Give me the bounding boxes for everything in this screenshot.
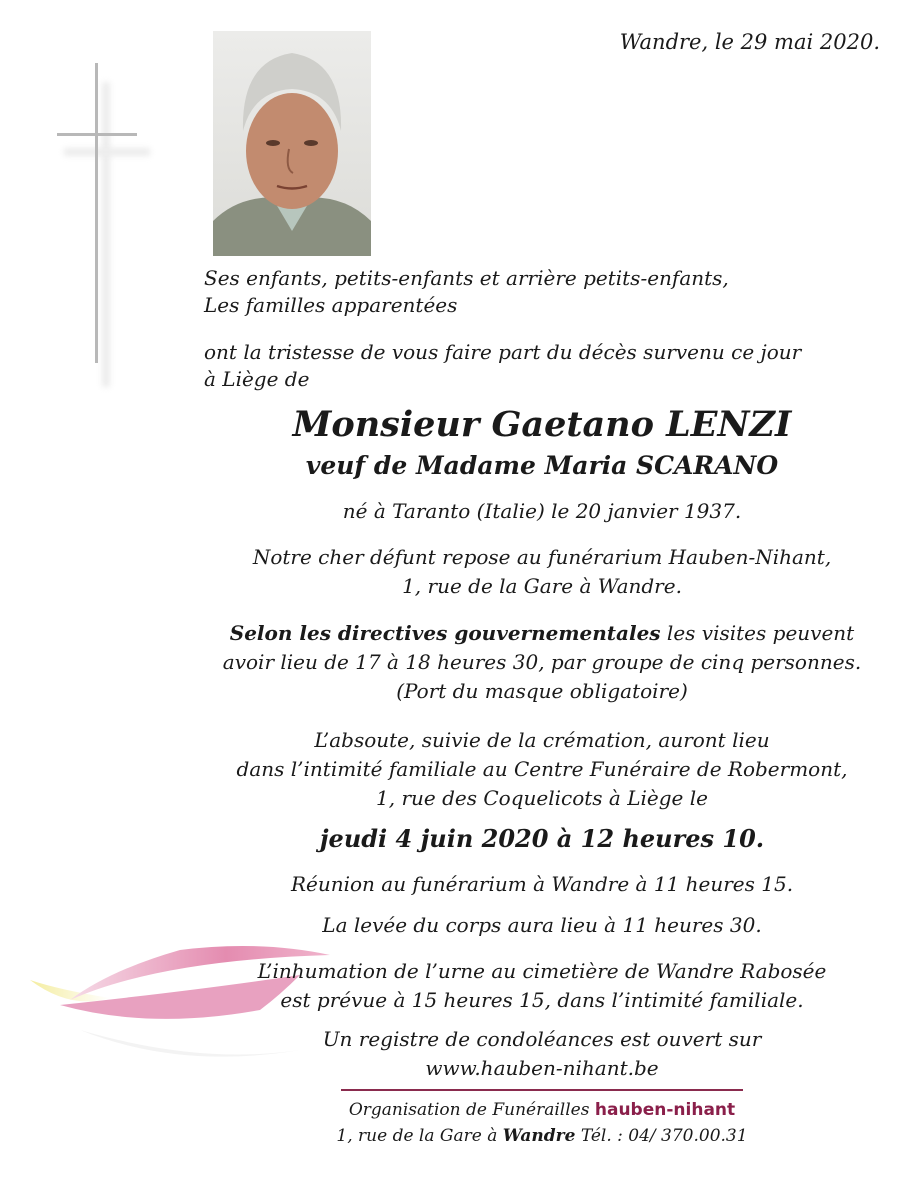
visits-bold: Selon les directives gouvernementales bbox=[229, 621, 661, 645]
address-pre: 1, rue de la Gare à bbox=[336, 1126, 503, 1146]
visits-line: (Port du masque obligatoire) bbox=[396, 679, 688, 703]
deceased-name: Monsieur Gaetano LENZI bbox=[292, 404, 792, 445]
portrait-photo bbox=[213, 31, 371, 256]
ceremony-datetime: jeudi 4 juin 2020 à 12 heures 10. bbox=[319, 824, 765, 853]
cross-shadow bbox=[64, 148, 150, 156]
cross-shadow bbox=[102, 82, 110, 387]
footer-divider bbox=[341, 1089, 743, 1091]
family-line: Les familles apparentées bbox=[204, 293, 458, 317]
birth-line: né à Taranto (Italie) le 20 janvier 1937. bbox=[342, 499, 742, 523]
announcement-line: ont la tristesse de vous faire part du décès survenu ce jour bbox=[204, 340, 802, 364]
repose-line: Notre cher défunt repose au funérarium Hauben-Nihant, bbox=[252, 545, 832, 569]
brand-logo: hauben-nihant bbox=[594, 1100, 736, 1120]
widow-line: veuf de Madame Maria SCARANO bbox=[305, 451, 779, 480]
cross-icon bbox=[95, 63, 98, 363]
visits-rest: les visites peuvent bbox=[660, 621, 855, 645]
footer-org bbox=[200, 1100, 884, 1120]
address-town: Wandre bbox=[502, 1126, 576, 1146]
family-line: Ses enfants, petits-enfants et arrière petits-enfants, bbox=[204, 266, 729, 290]
org-label: Organisation de Funérailles bbox=[348, 1100, 595, 1120]
reunion-line: Réunion au funérarium à Wandre à 11 heures 15. bbox=[290, 872, 794, 896]
registry-line: Un registre de condoléances est ouvert sur bbox=[322, 1027, 762, 1051]
visits-line: avoir lieu de 17 à 18 heures 30, par groupe de cinq personnes. bbox=[222, 650, 862, 674]
announcement-line: à Liège de bbox=[204, 367, 310, 391]
inhumation-line: L’inhumation de l’urne au cimetière de Wandre Rabosée bbox=[257, 959, 827, 983]
date-line: Wandre, le 29 mai 2020. bbox=[619, 30, 880, 54]
footer-address bbox=[200, 1126, 884, 1146]
inhumation-line: est prévue à 15 heures 15, dans l’intimité familiale. bbox=[280, 988, 804, 1012]
ceremony-line: dans l’intimité familiale au Centre Funéraire de Robermont, bbox=[236, 757, 848, 781]
ceremony-line: L’absoute, suivie de la crémation, auront lieu bbox=[314, 728, 770, 752]
levee-line: La levée du corps aura lieu à 11 heures 30. bbox=[322, 913, 762, 937]
address-phone: Tél. : 04/ 370.00.31 bbox=[575, 1126, 748, 1146]
ceremony-line: 1, rue des Coquelicots à Liège le bbox=[376, 786, 708, 810]
registry-url[interactable]: www.hauben-nihant.be bbox=[425, 1056, 659, 1080]
visits-line bbox=[200, 619, 884, 647]
cross-icon bbox=[57, 133, 137, 136]
repose-line: 1, rue de la Gare à Wandre. bbox=[402, 574, 682, 598]
